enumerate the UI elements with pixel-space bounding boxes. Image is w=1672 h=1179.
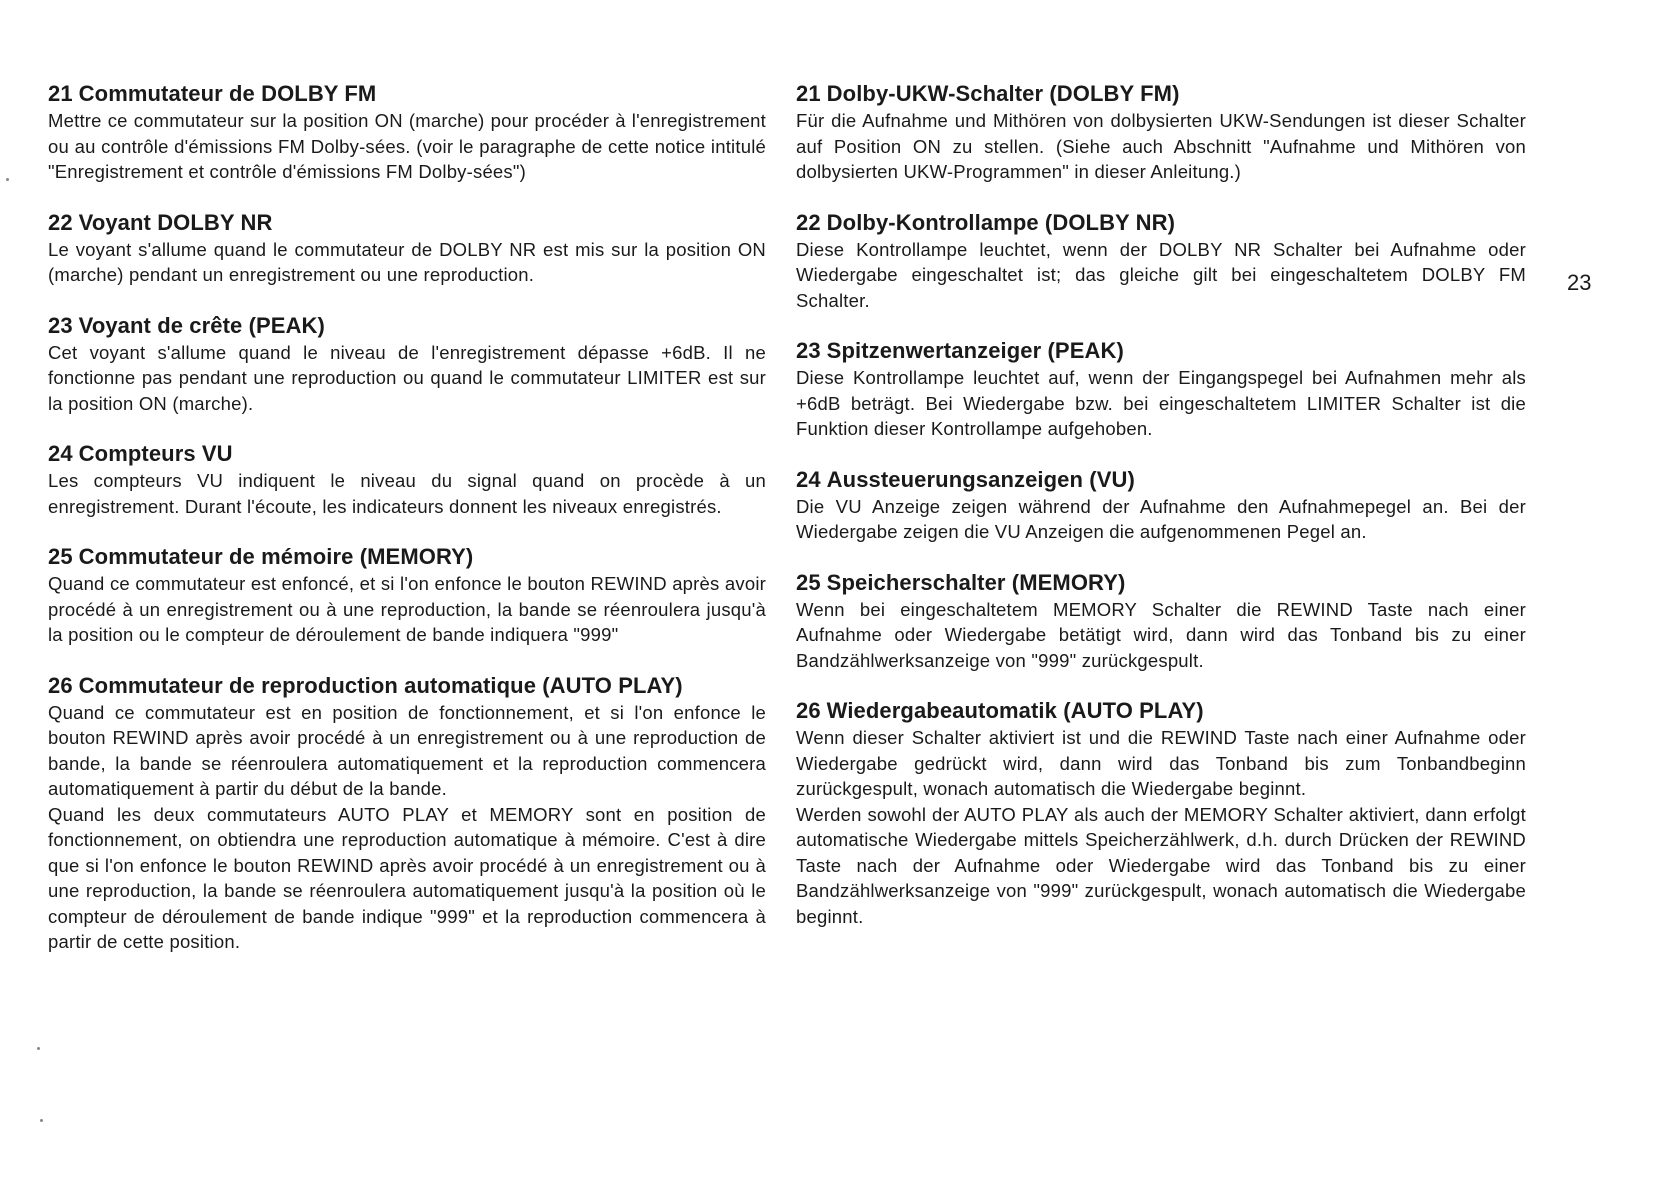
section-paragraph: Wenn bei eingeschaltetem MEMORY Schalter die REWIND Taste nach einer Aufnahme oder Wiedergabe betätigt wird, dann wird das Tonband bis zu einer Bandzählwerksanzeige von "999" zurückgespult.	[796, 598, 1526, 671]
section-heading	[48, 543, 766, 571]
section-de-23	[796, 337, 1526, 442]
section-heading	[796, 466, 1526, 494]
section-paragraph: Für die Aufnahme und Mithören von dolbysierten UKW-Sendungen ist dieser Schalter auf Position ON zu stellen. (Siehe auch Abschnitt "Aufnahme und Mithören von dolbysierten UKW-Programmen" in dieser Anleitung.)	[796, 110, 1526, 182]
section-paragraph: Werden sowohl der AUTO PLAY als auch der MEMORY Schalter aktiviert, dann erfolgt automatische Wiedergabe mittels Speicherzählwerk, d.h. durch Drücken der REWIND Taste nach der Aufnahme oder Wiedergabe wird das Tonband bis zu einer Bandzählwerksanzeige von "999" zurückgespult, wonach automatisch die Wiedergabe beginnt.	[796, 803, 1526, 927]
section-number: 24	[796, 466, 821, 492]
section-fr-26	[48, 672, 766, 955]
scan-speck	[6, 178, 9, 181]
french-column	[48, 80, 766, 979]
section-fr-21	[48, 80, 766, 185]
german-column	[796, 80, 1526, 953]
section-title: Commutateur de reproduction automatique (AUTO PLAY)	[78, 672, 683, 698]
section-heading	[796, 337, 1526, 365]
section-paragraph: Mettre ce commutateur sur la position ON (marche) pour procéder à l'enregistrement ou au contrôle d'émissions FM Dolby-sées. (voir le paragraphe de cette notice intitulé "Enregistrement et contrôle d'émissions FM Dolby-sées")	[48, 110, 766, 182]
section-fr-25	[48, 543, 766, 648]
section-number: 21	[796, 81, 821, 106]
section-paragraph: Le voyant s'allume quand le commutateur de DOLBY NR est mis sur la position ON (marche) pendant un enregistrement ou une reproduction.	[48, 238, 766, 285]
section-heading	[796, 209, 1526, 237]
section-fr-22	[48, 209, 766, 288]
section-title: Aussteuerungsanzeigen (VU)	[826, 466, 1135, 492]
section-title: Voyant de crête (PEAK)	[78, 312, 325, 338]
section-title: Dolby-Kontrollampe (DOLBY NR)	[826, 209, 1176, 235]
section-heading	[48, 80, 766, 108]
scan-speck	[37, 1047, 40, 1050]
section-number: 25	[48, 544, 73, 569]
section-paragraph: Diese Kontrollampe leuchtet auf, wenn der Eingangspegel bei Aufnahmen mehr als +6dB beträgt. Bei Wiedergabe bzw. bei eingeschaltetem LIMITER Schalter ist die Funktion dieser Kontrollampe aufgehoben.	[796, 367, 1526, 439]
section-de-26	[796, 697, 1526, 929]
section-paragraph: Cet voyant s'allume quand le niveau de l'enregistrement dépasse +6dB. Il ne fonctionne pas pendant une reproduction ou quand le commutateur LIMITER est sur la position ON (marche).	[48, 341, 766, 414]
section-number: 26	[48, 672, 73, 698]
section-number: 26	[796, 698, 821, 723]
section-number: 23	[796, 338, 821, 363]
section-de-25	[796, 569, 1526, 674]
section-title: Commutateur de DOLBY FM	[78, 81, 377, 106]
section-de-21	[796, 80, 1526, 185]
section-title: Compteurs VU	[78, 441, 233, 466]
section-title: Speicherschalter (MEMORY)	[826, 569, 1126, 595]
section-title: Commutateur de mémoire (MEMORY)	[78, 544, 474, 569]
section-heading	[796, 697, 1526, 725]
section-number: 21	[48, 81, 73, 106]
section-fr-24	[48, 440, 766, 519]
section-heading	[796, 569, 1526, 597]
section-heading	[48, 672, 766, 700]
section-number: 22	[48, 209, 73, 235]
section-number: 25	[796, 569, 821, 595]
section-heading	[796, 80, 1526, 108]
section-fr-23	[48, 312, 766, 417]
section-title: Wiedergabeautomatik (AUTO PLAY)	[826, 698, 1204, 723]
section-paragraph: Les compteurs VU indiquent le niveau du signal quand on procède à un enregistrement. Durant l'écoute, les indicateurs donnent les niveaux enregistrés.	[48, 470, 766, 517]
section-paragraph: Wenn dieser Schalter aktiviert ist und die REWIND Taste nach einer Aufnahme oder Wiedergabe gedrückt wird, dann wird das Tonband bis zum Tonbandbeginn zurückgespult, wonach automatisch die Wiedergabe beginnt.	[796, 727, 1526, 799]
section-de-24	[796, 466, 1526, 545]
scan-speck	[40, 1119, 43, 1122]
section-de-22	[796, 209, 1526, 314]
section-title: Voyant DOLBY NR	[78, 209, 273, 235]
section-heading	[48, 312, 766, 340]
section-heading	[48, 209, 766, 237]
section-number: 24	[48, 441, 73, 466]
section-title: Spitzenwertanzeiger (PEAK)	[826, 338, 1124, 363]
section-title: Dolby-UKW-Schalter (DOLBY FM)	[826, 81, 1180, 106]
section-paragraph: Quand les deux commutateurs AUTO PLAY et MEMORY sont en position de fonctionnement, on obtiendra une reproduction automatique à mémoire. C'est à dire que si l'on enfonce le bouton REWIND après avoir procédé à un enregistrement ou à une reproduction, la bande se réenroulera automatiquement jusqu'à la position où le compteur de déroulement de bande indique "999" et la reproduction commencera à partir de cette position.	[48, 803, 766, 952]
section-paragraph: Quand ce commutateur est enfoncé, et si l'on enfonce le bouton REWIND après avoir procédé à un enregistrement ou à une reproduction, la bande se réenroulera jusqu'à la position ou le compteur de déroulement de bande indiquera "999"	[48, 573, 766, 645]
section-paragraph: Diese Kontrollampe leuchtet, wenn der DOLBY NR Schalter bei Aufnahme oder Wiedergabe eingeschaltet ist; das gleiche gilt bei eingeschaltetem DOLBY FM Schalter.	[796, 238, 1526, 311]
section-number: 22	[796, 209, 821, 235]
section-paragraph: Die VU Anzeige zeigen während der Aufnahme den Aufnahmepegel an. Bei der Wiedergabe zeigen die VU Anzeigen die aufgenommenen Pegel an.	[796, 495, 1526, 542]
section-paragraph: Quand ce commutateur est en position de fonctionnement, et si l'on enfonce le bouton REWIND après avoir procédé à un enregistrement ou à une reproduction de bande, la bande se réenroulera automatiquement et la reproduction commencera automatiquement à partir du début de la bande.	[48, 701, 766, 799]
section-number: 23	[48, 312, 73, 338]
page-number: 23	[1567, 270, 1592, 295]
section-heading	[48, 440, 766, 468]
